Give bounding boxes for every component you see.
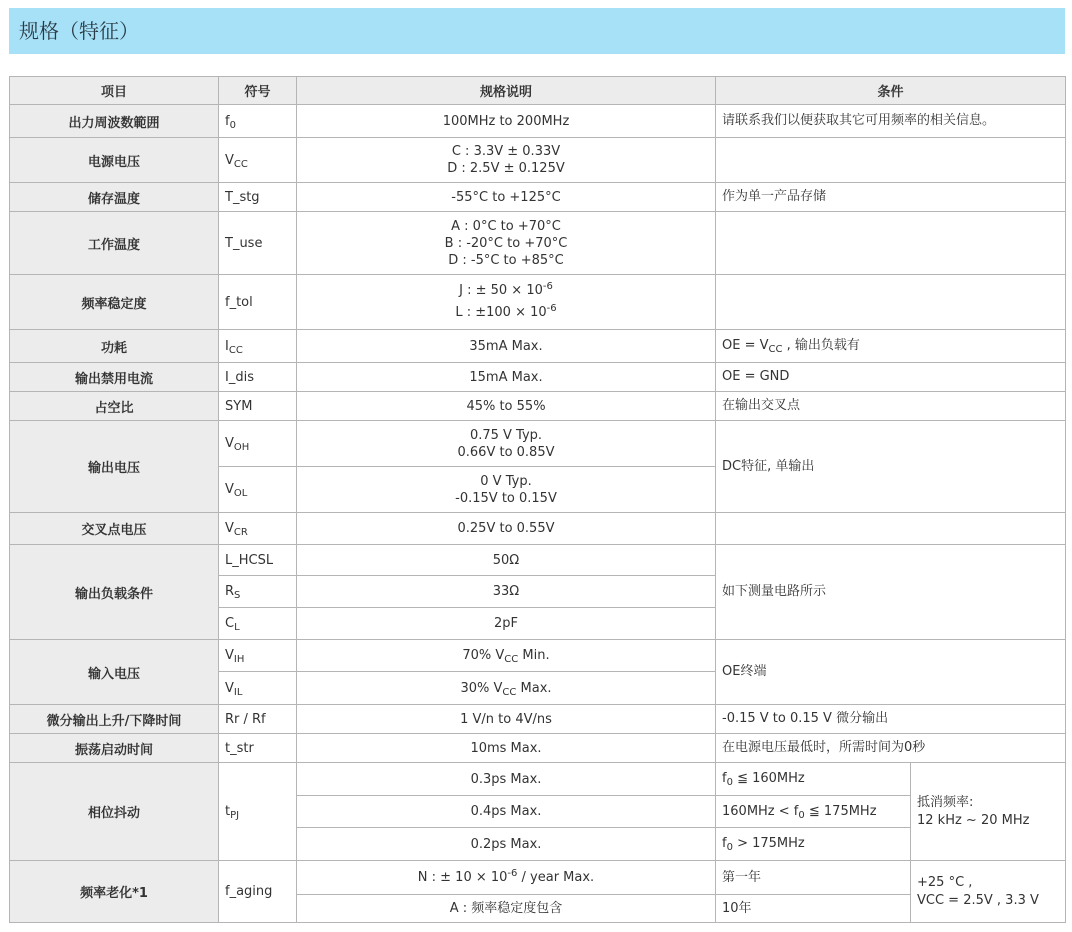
row-condition-extra: +25 °C , VCC = 2.5V , 3.3 V xyxy=(911,861,1066,923)
table-row xyxy=(10,330,1066,363)
table-row xyxy=(10,212,1066,275)
row-item: 储存温度 xyxy=(10,183,219,212)
row-condition xyxy=(716,138,1066,183)
row-item: 输入电压 xyxy=(10,640,219,705)
row-symbol: $t_{PJ}$ xyxy=(219,763,297,861)
row-symbol: I_dis xyxy=(219,363,297,392)
row-spec: 0.3ps Max. xyxy=(297,763,716,796)
row-symbol: $V_{CR}$ xyxy=(219,513,297,545)
row-spec: J : ± $50 \times 10^{-6}$ L : $\pm 100 \times 10^{-6}$ xyxy=(297,275,716,330)
row-spec: 70% $V_{CC}$ Min. xyxy=(297,640,716,672)
col-header-item: 项目 xyxy=(10,77,219,105)
row-spec: 2pF xyxy=(297,608,716,640)
row-item: 工作温度 xyxy=(10,212,219,275)
section-title: 规格（特征） xyxy=(19,19,139,43)
row-symbol: $V_{IH}$ xyxy=(219,640,297,672)
row-spec: 35mA Max. xyxy=(297,330,716,363)
table-row xyxy=(10,392,1066,421)
table-row xyxy=(10,861,1066,895)
row-spec: 15mA Max. xyxy=(297,363,716,392)
table-row xyxy=(10,640,1066,672)
row-symbol: L_HCSL xyxy=(219,545,297,576)
row-spec: 0 V Typ. -0.15V to 0.15V xyxy=(297,467,716,513)
row-condition: -0.15 V to 0.15 V 微分输出 xyxy=(716,705,1066,734)
row-item: 频率老化*1 xyxy=(10,861,219,923)
row-spec: N : ± $10 \times 10^{-6}$ / year Max. xyxy=(297,861,716,895)
row-item: 出力周波数範囲 xyxy=(10,105,219,138)
table-row xyxy=(10,421,1066,467)
row-symbol: T_use xyxy=(219,212,297,275)
row-condition-extra: 抵消频率: 12 kHz ~ 20 MHz xyxy=(911,763,1066,861)
row-spec: C : 3.3V ± 0.33V D : 2.5V ± 0.125V xyxy=(297,138,716,183)
spec-table xyxy=(9,76,1066,923)
row-condition: $f_0 > 175MHz$ xyxy=(716,828,911,861)
row-symbol: $R_S$ xyxy=(219,576,297,608)
row-symbol: Rr / Rf xyxy=(219,705,297,734)
row-item: 输出负载条件 xyxy=(10,545,219,640)
row-condition xyxy=(716,212,1066,275)
table-row xyxy=(10,363,1066,392)
row-symbol: $V_{CC}$ xyxy=(219,138,297,183)
row-spec: 0.25V to 0.55V xyxy=(297,513,716,545)
row-item: 占空比 xyxy=(10,392,219,421)
row-condition xyxy=(716,275,1066,330)
table-row xyxy=(10,138,1066,183)
row-condition: 在电源电压最低时，所需时间为0秒 xyxy=(716,734,1066,763)
row-symbol: $V_{IL}$ xyxy=(219,672,297,705)
row-spec: A : 频率稳定度包含 xyxy=(297,895,716,923)
col-header-condition: 条件 xyxy=(716,77,1066,105)
row-condition: $f_0$ ≦ 160MHz xyxy=(716,763,911,796)
row-symbol: $f_0$ xyxy=(219,105,297,138)
row-spec: 45% to 55% xyxy=(297,392,716,421)
row-condition: $160MHz < f_0$ ≦ 175MHz xyxy=(716,796,911,828)
row-condition: 如下测量电路所示 xyxy=(716,545,1066,640)
row-item: 频率稳定度 xyxy=(10,275,219,330)
col-header-spec: 规格说明 xyxy=(297,77,716,105)
row-symbol: T_stg xyxy=(219,183,297,212)
row-condition: 10年 xyxy=(716,895,911,923)
table-header-row xyxy=(10,77,1066,105)
row-spec: 30% $V_{CC}$ Max. xyxy=(297,672,716,705)
row-spec: 1 V/n to 4V/ns xyxy=(297,705,716,734)
row-spec: -55°C to +125°C xyxy=(297,183,716,212)
table-row xyxy=(10,734,1066,763)
table-row xyxy=(10,513,1066,545)
row-condition: 第一年 xyxy=(716,861,911,895)
row-item: 交叉点电压 xyxy=(10,513,219,545)
row-item: 输出禁用电流 xyxy=(10,363,219,392)
row-symbol: t_str xyxy=(219,734,297,763)
row-spec: A : 0°C to +70°C B : -20°C to +70°C D : -5°C to +85°C xyxy=(297,212,716,275)
table-row xyxy=(10,275,1066,330)
row-symbol: $V_{OH}$ xyxy=(219,421,297,467)
row-condition: OE = $V_{CC}$ , 输出负载有 xyxy=(716,330,1066,363)
row-spec: 33Ω xyxy=(297,576,716,608)
row-spec: 0.2ps Max. xyxy=(297,828,716,861)
row-condition: 请联系我们以便获取其它可用频率的相关信息。 xyxy=(716,105,1066,138)
row-spec: 0.4ps Max. xyxy=(297,796,716,828)
table-row xyxy=(10,705,1066,734)
table-row xyxy=(10,183,1066,212)
row-item: 功耗 xyxy=(10,330,219,363)
row-symbol: f_aging xyxy=(219,861,297,923)
col-header-symbol: 符号 xyxy=(219,77,297,105)
row-condition: OE = GND xyxy=(716,363,1066,392)
table-row xyxy=(10,545,1066,576)
row-spec: 50Ω xyxy=(297,545,716,576)
section-header xyxy=(9,8,1065,54)
table-row xyxy=(10,763,1066,796)
row-condition: DC特征, 单输出 xyxy=(716,421,1066,513)
row-item: 输出电压 xyxy=(10,421,219,513)
row-spec: 100MHz to 200MHz xyxy=(297,105,716,138)
row-symbol: SYM xyxy=(219,392,297,421)
row-item: 相位抖动 xyxy=(10,763,219,861)
row-symbol: $C_L$ xyxy=(219,608,297,640)
row-condition: OE终端 xyxy=(716,640,1066,705)
row-symbol: f_tol xyxy=(219,275,297,330)
row-condition xyxy=(716,513,1066,545)
row-symbol: $I_{CC}$ xyxy=(219,330,297,363)
row-condition: 作为单一产品存储 xyxy=(716,183,1066,212)
row-spec: 0.75 V Typ. 0.66V to 0.85V xyxy=(297,421,716,467)
row-item: 微分输出上升/下降时间 xyxy=(10,705,219,734)
row-spec: 10ms Max. xyxy=(297,734,716,763)
table-row xyxy=(10,105,1066,138)
row-item: 电源电压 xyxy=(10,138,219,183)
row-item: 振荡启动时间 xyxy=(10,734,219,763)
row-symbol: $V_{OL}$ xyxy=(219,467,297,513)
row-condition: 在输出交叉点 xyxy=(716,392,1066,421)
